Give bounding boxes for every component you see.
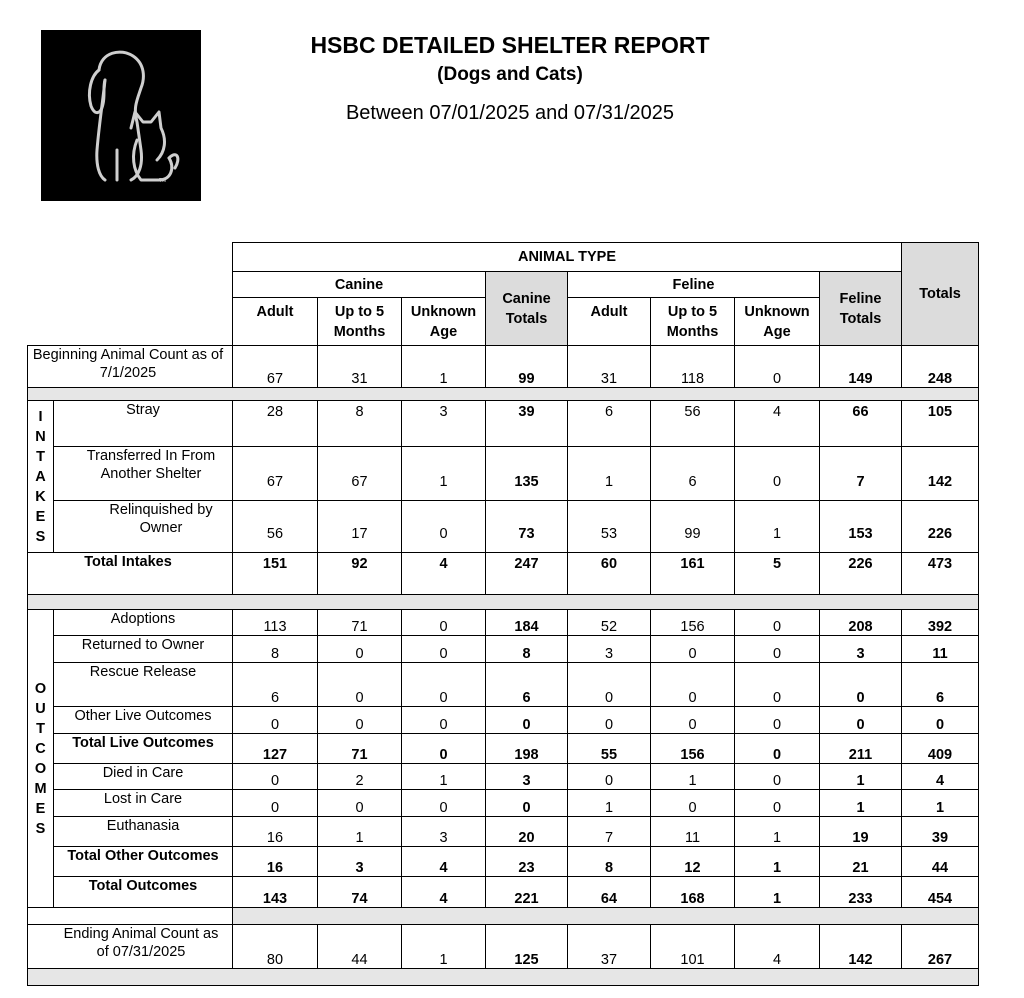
cell: 0 (402, 501, 486, 553)
cell: 7 (568, 817, 651, 847)
cell: 44 (318, 925, 402, 969)
cell: 151 (233, 553, 318, 595)
cell: 1 (568, 790, 651, 817)
relinquished-label: Relinquished by Owner (54, 501, 233, 553)
separator-row (28, 908, 979, 925)
table-row-beginning (28, 346, 979, 388)
cell: 1 (318, 817, 402, 847)
cell: 135 (486, 447, 568, 501)
cell: 74 (318, 877, 402, 908)
cell: 211 (820, 734, 902, 764)
cell: 221 (486, 877, 568, 908)
total-outcomes-label: Total Outcomes (54, 877, 233, 908)
other-live-label: Other Live Outcomes (54, 707, 233, 734)
canine-unknown-header: Unknown Age (402, 298, 486, 346)
shelter-logo (41, 30, 201, 201)
cell: 80 (233, 925, 318, 969)
cell: 473 (902, 553, 979, 595)
cell: 0 (651, 707, 735, 734)
cell: 8 (486, 636, 568, 663)
table-row-ending (28, 925, 979, 969)
cell: 67 (233, 447, 318, 501)
separator-row (28, 969, 979, 986)
cell: 44 (902, 847, 979, 877)
cell: 56 (233, 501, 318, 553)
ending-label: Ending Animal Count as of 07/31/2025 (28, 925, 233, 969)
cell: 56 (651, 401, 735, 447)
cell: 53 (568, 501, 651, 553)
report-title: HSBC DETAILED SHELTER REPORT (310, 32, 710, 58)
cell: 0 (318, 663, 402, 707)
cell: 0 (735, 346, 820, 388)
cell: 233 (820, 877, 902, 908)
cell: 7 (820, 447, 902, 501)
cell: 3 (402, 817, 486, 847)
cell: 0 (486, 790, 568, 817)
cell: 19 (820, 817, 902, 847)
table-row-lost (28, 790, 979, 817)
cell: 248 (902, 346, 979, 388)
cell: 1 (820, 790, 902, 817)
table-row-euthanasia (28, 817, 979, 847)
cell: 4 (902, 764, 979, 790)
cell: 1 (735, 817, 820, 847)
cell: 8 (568, 847, 651, 877)
report-date-range: Between 07/01/2025 and 07/31/2025 (345, 102, 675, 124)
intakes-side-label: I N T A K E S (28, 401, 54, 553)
cell: 0 (233, 764, 318, 790)
beginning-label: Beginning Animal Count as of 7/1/2025 (28, 346, 233, 388)
cell: 4 (402, 553, 486, 595)
cell: 247 (486, 553, 568, 595)
cell: 143 (233, 877, 318, 908)
cell: 0 (735, 447, 820, 501)
cell: 1 (735, 501, 820, 553)
canine-totals-header: Canine Totals (486, 272, 568, 346)
euthanasia-label: Euthanasia (54, 817, 233, 847)
cell: 0 (402, 663, 486, 707)
cell: 1 (402, 764, 486, 790)
canine-header: Canine (233, 272, 486, 298)
cell: 3 (486, 764, 568, 790)
cell: 16 (233, 817, 318, 847)
cell: 92 (318, 553, 402, 595)
cell: 6 (651, 447, 735, 501)
cell: 21 (820, 847, 902, 877)
cell: 161 (651, 553, 735, 595)
cell: 0 (735, 790, 820, 817)
cell: 37 (568, 925, 651, 969)
cell: 4 (402, 877, 486, 908)
cell: 6 (233, 663, 318, 707)
table-row-relinquished (28, 501, 979, 553)
cell: 0 (568, 707, 651, 734)
cell: 6 (902, 663, 979, 707)
lost-label: Lost in Care (54, 790, 233, 817)
cell: 0 (651, 790, 735, 817)
table-row-other-live (28, 707, 979, 734)
cell: 3 (568, 636, 651, 663)
feline-header: Feline (568, 272, 820, 298)
cell: 39 (486, 401, 568, 447)
canine-upto5-header: Up to 5 Months (318, 298, 402, 346)
returned-label: Returned to Owner (54, 636, 233, 663)
cell: 3 (402, 401, 486, 447)
total-live-label: Total Live Outcomes (54, 734, 233, 764)
cell: 1 (402, 925, 486, 969)
adoptions-label: Adoptions (54, 610, 233, 636)
cell: 0 (568, 663, 651, 707)
cell: 0 (402, 707, 486, 734)
cell: 3 (820, 636, 902, 663)
cell: 23 (486, 847, 568, 877)
canine-adult-header: Adult (233, 298, 318, 346)
cell: 0 (820, 707, 902, 734)
cell: 8 (318, 401, 402, 447)
cell: 184 (486, 610, 568, 636)
total-other-label: Total Other Outcomes (54, 847, 233, 877)
cell: 1 (735, 847, 820, 877)
cell: 142 (820, 925, 902, 969)
cell: 0 (735, 663, 820, 707)
cell: 0 (902, 707, 979, 734)
cell: 67 (233, 346, 318, 388)
cell: 0 (651, 663, 735, 707)
table-row-rescue (28, 663, 979, 707)
cell: 66 (820, 401, 902, 447)
cell: 1 (651, 764, 735, 790)
cell: 113 (233, 610, 318, 636)
cell: 0 (402, 734, 486, 764)
cell: 28 (233, 401, 318, 447)
cell: 6 (486, 663, 568, 707)
cell: 0 (651, 636, 735, 663)
cell: 99 (486, 346, 568, 388)
transferred-label: Transferred In From Another Shelter (54, 447, 233, 501)
cell: 31 (318, 346, 402, 388)
cell: 0 (233, 790, 318, 817)
cell: 73 (486, 501, 568, 553)
cell: 11 (902, 636, 979, 663)
cell: 1 (568, 447, 651, 501)
report-subtitle: (Dogs and Cats) (437, 64, 583, 85)
svg-text:TM: TM (159, 178, 167, 184)
cell: 0 (735, 636, 820, 663)
feline-adult-header: Adult (568, 298, 651, 346)
cell: 5 (735, 553, 820, 595)
cell: 67 (318, 447, 402, 501)
table-row-transferred (28, 447, 979, 501)
cell: 409 (902, 734, 979, 764)
rescue-label: Rescue Release (54, 663, 233, 707)
cell: 226 (902, 501, 979, 553)
cell: 1 (402, 346, 486, 388)
cell: 55 (568, 734, 651, 764)
table-row-total-outcomes (28, 877, 979, 908)
cell: 127 (233, 734, 318, 764)
cell: 0 (735, 610, 820, 636)
cell: 0 (318, 636, 402, 663)
cell: 12 (651, 847, 735, 877)
cell: 64 (568, 877, 651, 908)
total-intakes-label: Total Intakes (28, 553, 233, 595)
table-row-returned (28, 636, 979, 663)
cell: 71 (318, 734, 402, 764)
cell: 1 (402, 447, 486, 501)
cell: 0 (233, 707, 318, 734)
cell: 105 (902, 401, 979, 447)
shelter-report-table (27, 242, 979, 986)
feline-upto5-header: Up to 5 Months (651, 298, 735, 346)
table-row-total-live (28, 734, 979, 764)
separator-row (28, 595, 979, 610)
cell: 99 (651, 501, 735, 553)
cell: 149 (820, 346, 902, 388)
table-row-total-intakes (28, 553, 979, 595)
cell: 454 (902, 877, 979, 908)
cell: 267 (902, 925, 979, 969)
cell: 1 (735, 877, 820, 908)
cell: 226 (820, 553, 902, 595)
cell: 8 (233, 636, 318, 663)
cell: 125 (486, 925, 568, 969)
header-row-animal-type (28, 243, 979, 272)
cell: 31 (568, 346, 651, 388)
cell: 118 (651, 346, 735, 388)
cell: 0 (402, 636, 486, 663)
outcomes-side-label: O U T C O M E S (28, 610, 54, 908)
cell: 0 (735, 764, 820, 790)
cell: 60 (568, 553, 651, 595)
totals-header: Totals (902, 243, 979, 346)
cell: 198 (486, 734, 568, 764)
cell: 0 (318, 707, 402, 734)
cell: 4 (735, 401, 820, 447)
cell: 153 (820, 501, 902, 553)
cell: 0 (820, 663, 902, 707)
cell: 1 (820, 764, 902, 790)
cell: 4 (735, 925, 820, 969)
cell: 20 (486, 817, 568, 847)
cell: 6 (568, 401, 651, 447)
cell: 168 (651, 877, 735, 908)
cell: 0 (735, 734, 820, 764)
separator-row (28, 388, 979, 401)
cell: 1 (902, 790, 979, 817)
cell: 0 (486, 707, 568, 734)
cell: 52 (568, 610, 651, 636)
cell: 0 (318, 790, 402, 817)
died-label: Died in Care (54, 764, 233, 790)
feline-totals-header: Feline Totals (820, 272, 902, 346)
cell: 17 (318, 501, 402, 553)
cell: 71 (318, 610, 402, 636)
cell: 3 (318, 847, 402, 877)
cell: 11 (651, 817, 735, 847)
cell: 101 (651, 925, 735, 969)
cell: 392 (902, 610, 979, 636)
feline-unknown-header: Unknown Age (735, 298, 820, 346)
cell: 142 (902, 447, 979, 501)
table-row-died (28, 764, 979, 790)
table-row-total-other (28, 847, 979, 877)
cell: 0 (735, 707, 820, 734)
dog-and-cat-logo-icon (41, 30, 201, 201)
cell: 0 (402, 610, 486, 636)
cell: 0 (568, 764, 651, 790)
cell: 4 (402, 847, 486, 877)
stray-label: Stray (54, 401, 233, 447)
cell: 39 (902, 817, 979, 847)
cell: 208 (820, 610, 902, 636)
table-row-stray (28, 401, 979, 447)
animal-type-header: ANIMAL TYPE (233, 243, 902, 272)
cell: 0 (402, 790, 486, 817)
cell: 2 (318, 764, 402, 790)
cell: 156 (651, 610, 735, 636)
cell: 156 (651, 734, 735, 764)
table-row-adoptions (28, 610, 979, 636)
cell: 16 (233, 847, 318, 877)
